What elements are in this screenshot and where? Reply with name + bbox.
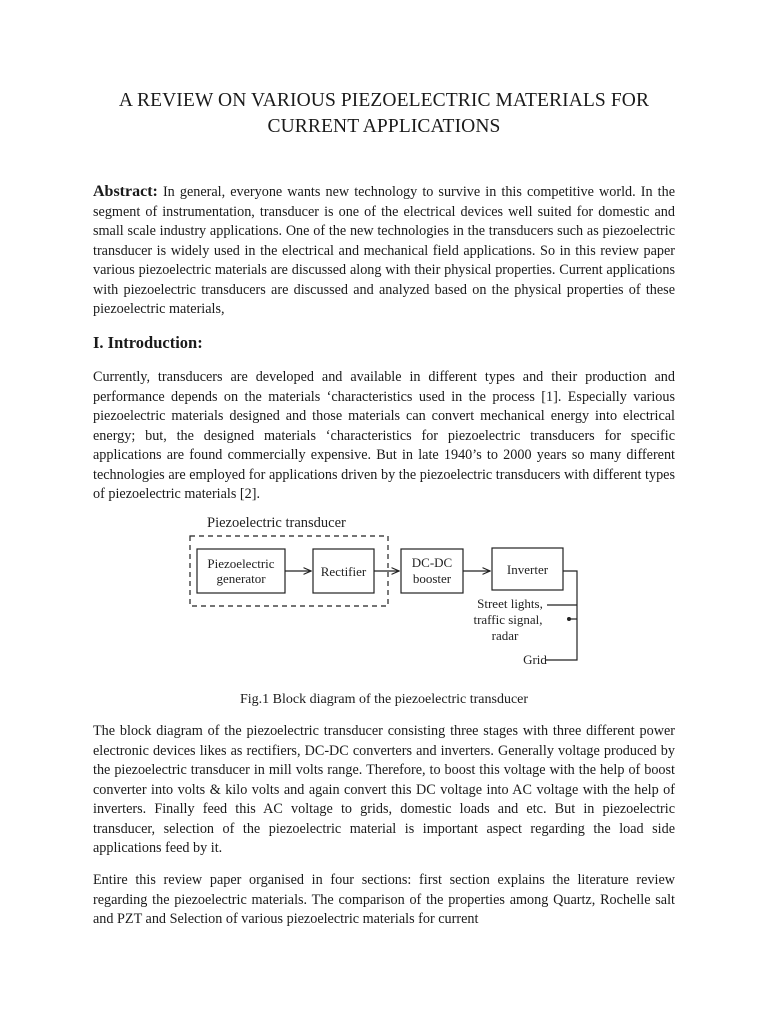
- abstract-heading: Abstract:: [93, 183, 158, 200]
- abstract-paragraph: [93, 182, 675, 320]
- booster-label-1: DC-DC: [411, 555, 453, 570]
- section-heading-introduction: I. Introduction:: [93, 333, 203, 352]
- title-line-1: A REVIEW ON VARIOUS PIEZOELECTRIC MATERIALS FOR: [118, 90, 650, 111]
- rectifier-label: Rectifier: [320, 564, 367, 579]
- booster-label-2: booster: [412, 571, 452, 586]
- intro-paragraph-1: Currently, transducers are developed and available in different types and their production and performance depends on the materials ‘characteristics used in the process [1]. Especially various piezoelectric materials designed and those materials can convert mechanical energy into electrical energy; but, the designed materials ‘characteristics for piezoelectric transducers for specific applications are found commercially expensive. But in late 1940’s to 2000 years so many different technologies are employed for applications driven by the piezoelectric transducers with different types of piezoelectric materials [2].: [93, 369, 675, 502]
- block-diagram: [185, 510, 585, 670]
- intro-paragraph-3: Entire this review paper organised in four sections: first section explains the literature review regarding the piezoelectric materials. The comparison of the properties among Quartz, Rochelle salt and PZT and Selection of various piezoelectric materials for current: [93, 872, 675, 927]
- title-line-2: CURRENT APPLICATIONS: [267, 116, 501, 137]
- generator-label-2: generator: [216, 571, 266, 586]
- load-label-1: Street lights,: [477, 596, 543, 611]
- inverter-label: Inverter: [506, 562, 549, 577]
- load-label-2: traffic signal,: [473, 612, 543, 627]
- load-label-3: radar: [491, 628, 519, 643]
- grid-label: Grid: [523, 652, 547, 667]
- intro-paragraph-2: The block diagram of the piezoelectric transducer consisting three stages with three different power electronic devices likes as rectifiers, DC-DC converters and inverters. Generally voltage produced by the piezoelectric transducer in mill volts range. Therefore, to boost this voltage with the help of boost converter into volts & kilo volts and again convert this DC voltage into AC voltage with the help of inverters. Finally feed this AC voltage to grids, domestic loads and etc. But in piezoelectric transducer, selection of the piezoelectric material is important aspect regarding the load side applications feed by it.: [93, 723, 675, 856]
- group-label: Piezoelectric transducer: [207, 515, 346, 531]
- figure-caption: Fig.1 Block diagram of the piezoelectric transducer: [239, 692, 529, 707]
- generator-label-1: Piezoelectric: [207, 556, 275, 571]
- block-diagram-figure: [185, 510, 585, 670]
- abstract-text: In general, everyone wants new technology to survive in this competitive world. In the segment of instrumentation, transducer is one of the electrical devices well suited for domestic and small scale industry applications. One of the new technologies in the transducers such as piezoelectric transducer is widely used in the electrical and mechanical field applications. So in this review paper various piezoelectric materials are discussed along with their physical properties. Current applications with piezoelectric transducers are discussed and analyzed based on the physical properties of these piezoelectric materials,: [93, 184, 675, 317]
- paper-title: [40, 88, 728, 140]
